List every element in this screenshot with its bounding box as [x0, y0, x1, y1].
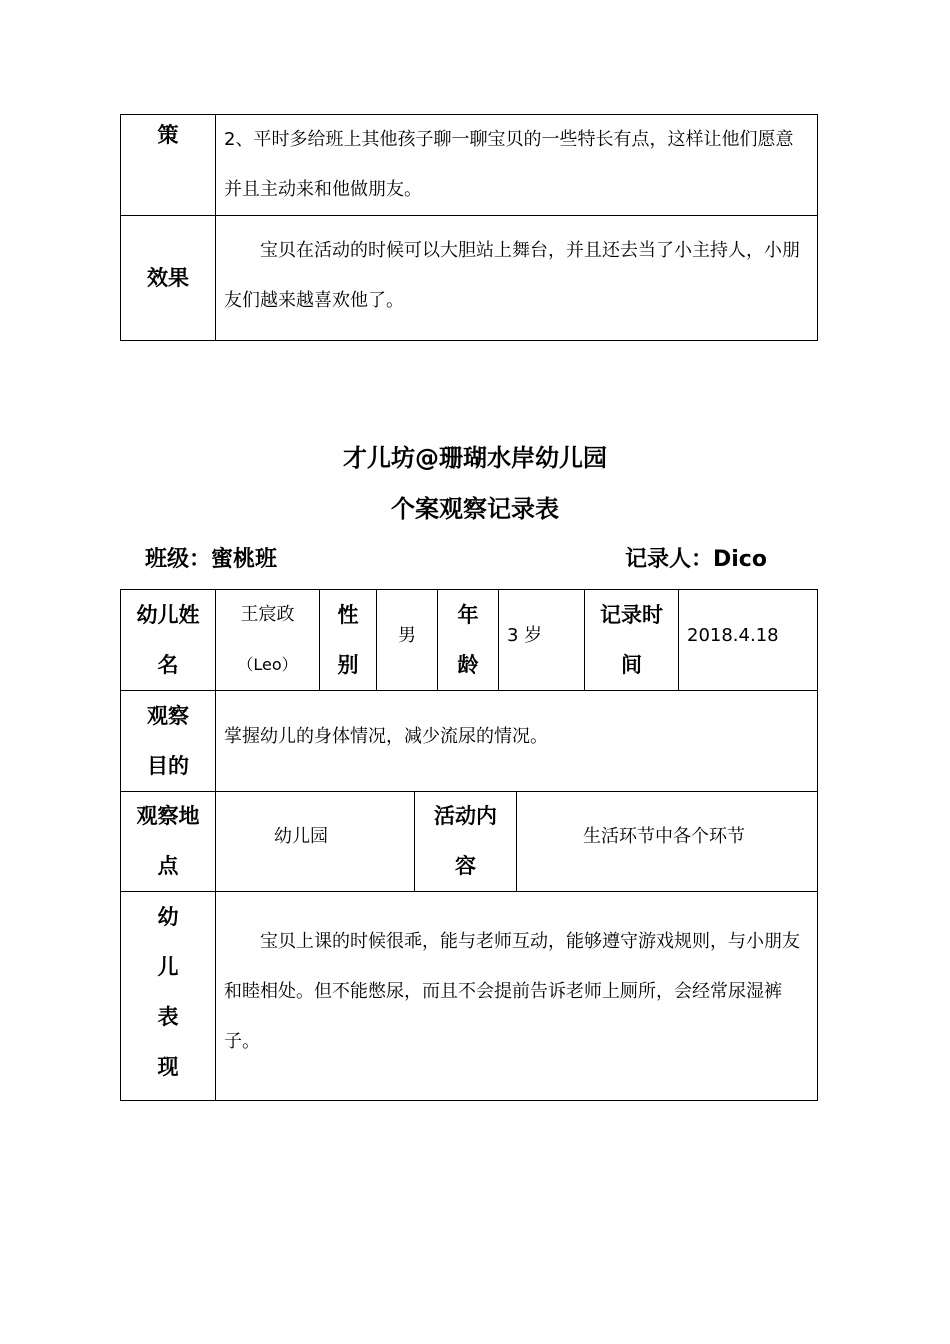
place-label-line2: 点 [157, 854, 179, 878]
performance-label-char-2: 儿 [157, 955, 179, 979]
record-time-label [585, 590, 679, 691]
purpose-label-line2: 目的 [147, 754, 189, 778]
child-name-label-line2: 名 [157, 653, 179, 677]
performance-label-char-3: 表 [157, 1005, 179, 1029]
age-value: 3 岁 [499, 590, 585, 691]
place-label [121, 791, 216, 892]
activity-label [415, 791, 517, 892]
activity-value: 生活环节中各个环节 [517, 791, 818, 892]
form-title: 个案观察记录表 [391, 495, 559, 523]
purpose-value: 掌握幼儿的身体情况，减少流尿的情况。 [216, 691, 818, 792]
place-label-line1: 观察地 [136, 804, 200, 828]
recorder-label: 记录人：Dico [625, 547, 767, 572]
gender-value: 男 [377, 590, 438, 691]
performance-label-char-1: 幼 [157, 905, 179, 929]
performance-label [121, 892, 216, 1101]
purpose-label-line1: 观察 [147, 704, 189, 728]
gender-label [320, 590, 377, 691]
record-time-label-line2: 间 [621, 653, 642, 677]
child-name-value: 王宸政 [240, 604, 295, 625]
age-label-line1: 年 [457, 603, 479, 627]
purpose-label [121, 691, 216, 792]
age-label-line2: 龄 [457, 653, 479, 677]
activity-label-line2: 容 [455, 854, 476, 878]
place-activity-table [120, 791, 818, 1101]
record-table [120, 589, 818, 792]
school-title: 才儿坊@珊瑚水岸幼儿园 [343, 444, 607, 472]
child-name-cell [216, 590, 320, 691]
place-value: 幼儿园 [216, 791, 415, 892]
strategy-effect-table [120, 114, 818, 341]
performance-text: 宝贝上课的时候很乖，能与老师互动，能够遵守游戏规则，与小朋友和睦相处。但不能憋尿，而且不会提前告诉老师上厕所，会经常尿湿裤子。 [216, 892, 818, 1101]
activity-label-line1: 活动内 [434, 804, 497, 828]
gender-label-line1: 性 [337, 603, 359, 627]
strategy-text: 2、平时多给班上其他孩子聊一聊宝贝的一些特长有点，这样让他们愿意并且主动来和他做朋友。 [216, 115, 818, 216]
child-name-label-line1: 幼儿姓 [136, 603, 200, 627]
child-name-en: （Leo） [237, 655, 298, 674]
gender-label-line2: 别 [337, 653, 359, 677]
age-label [438, 590, 499, 691]
child-name-label [121, 590, 216, 691]
effect-label: 效果 [121, 216, 216, 341]
record-time-label-line1: 记录时 [600, 603, 663, 627]
effect-text: 宝贝在活动的时候可以大胆站上舞台，并且还去当了小主持人，小朋友们越来越喜欢他了。 [216, 216, 818, 341]
class-label: 班级：蜜桃班 [145, 547, 278, 572]
record-time-value: 2018.4.18 [679, 590, 818, 691]
performance-label-char-4: 现 [157, 1055, 179, 1079]
strategy-label: 策 [121, 115, 216, 216]
